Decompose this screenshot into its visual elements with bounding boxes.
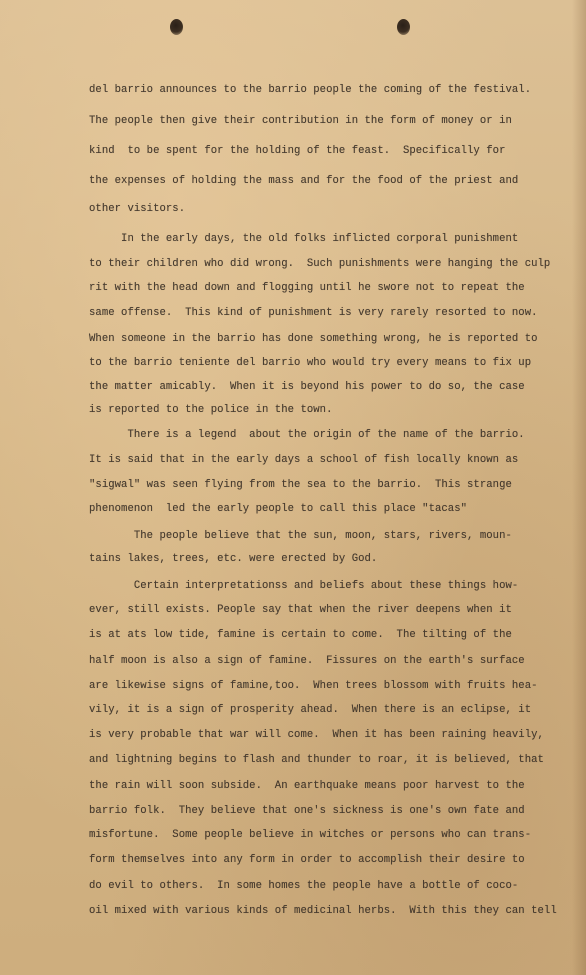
text-line: tains lakes, trees, etc. were erected by God.: [89, 553, 378, 565]
text-line: In the early days, the old folks inflicted corporal punishment: [89, 233, 519, 245]
text-line: oil mixed with various kinds of medicinal herbs. With this they can tell: [89, 905, 557, 917]
text-line: barrio folk. They believe that one's sickness is one's own fate and: [89, 805, 525, 817]
text-line: same offense. This kind of punishment is very rarely resorted to now.: [89, 307, 538, 319]
text-line: vily, it is a sign of prosperity ahead. When there is an eclipse, it: [89, 704, 532, 716]
text-line: rit with the head down and flogging until he swore not to repeat the: [89, 282, 525, 294]
text-line: to their children who did wrong. Such punishments were hanging the culp: [89, 258, 551, 270]
text-line: The people believe that the sun, moon, stars, rivers, moun-: [89, 530, 512, 542]
text-line: the rain will soon subside. An earthquake means poor harvest to the: [89, 780, 525, 792]
text-line: half moon is also a sign of famine. Fissures on the earth's surface: [89, 655, 525, 667]
text-line: kind to be spent for the holding of the feast. Specifically for: [89, 145, 506, 157]
text-line: other visitors.: [89, 203, 186, 215]
text-line: the matter amicably. When it is beyond his power to do so, the case: [89, 381, 525, 393]
text-line: to the barrio teniente del barrio who would try every means to fix up: [89, 357, 532, 369]
punch-hole-right: [397, 19, 410, 35]
text-line: There is a legend about the origin of the name of the barrio.: [89, 429, 525, 441]
text-line: form themselves into any form in order to accomplish their desire to: [89, 854, 525, 866]
text-line: is very probable that war will come. When it has been raining heavily,: [89, 729, 544, 741]
text-line: do evil to others. In some homes the people have a bottle of coco-: [89, 880, 519, 892]
text-line: are likewise signs of famine,too. When trees blossom with fruits hea-: [89, 680, 538, 692]
text-line: Certain interpretationss and beliefs about these things how-: [89, 580, 519, 592]
page-edge-shadow: [572, 0, 586, 975]
text-line: and lightning begins to flash and thunder to roar, it is believed, that: [89, 754, 544, 766]
text-line: ever, still exists. People say that when the river deepens when it: [89, 604, 512, 616]
text-line: It is said that in the early days a school of fish locally known as: [89, 454, 519, 466]
text-line: del barrio announces to the barrio people the coming of the festival.: [89, 84, 532, 96]
text-line: The people then give their contribution in the form of money or in: [89, 115, 512, 127]
text-line: misfortune. Some people believe in witches or persons who can trans-: [89, 829, 532, 841]
punch-hole-left: [170, 19, 183, 35]
text-line: is reported to the police in the town.: [89, 404, 333, 416]
text-line: "sigwal" was seen flying from the sea to the barrio. This strange: [89, 479, 512, 491]
text-line: phenomenon led the early people to call this place "tacas": [89, 503, 468, 515]
text-line: the expenses of holding the mass and for the food of the priest and: [89, 175, 519, 187]
text-line: is at ats low tide, famine is certain to come. The tilting of the: [89, 629, 512, 641]
text-line: When someone in the barrio has done something wrong, he is reported to: [89, 333, 538, 345]
